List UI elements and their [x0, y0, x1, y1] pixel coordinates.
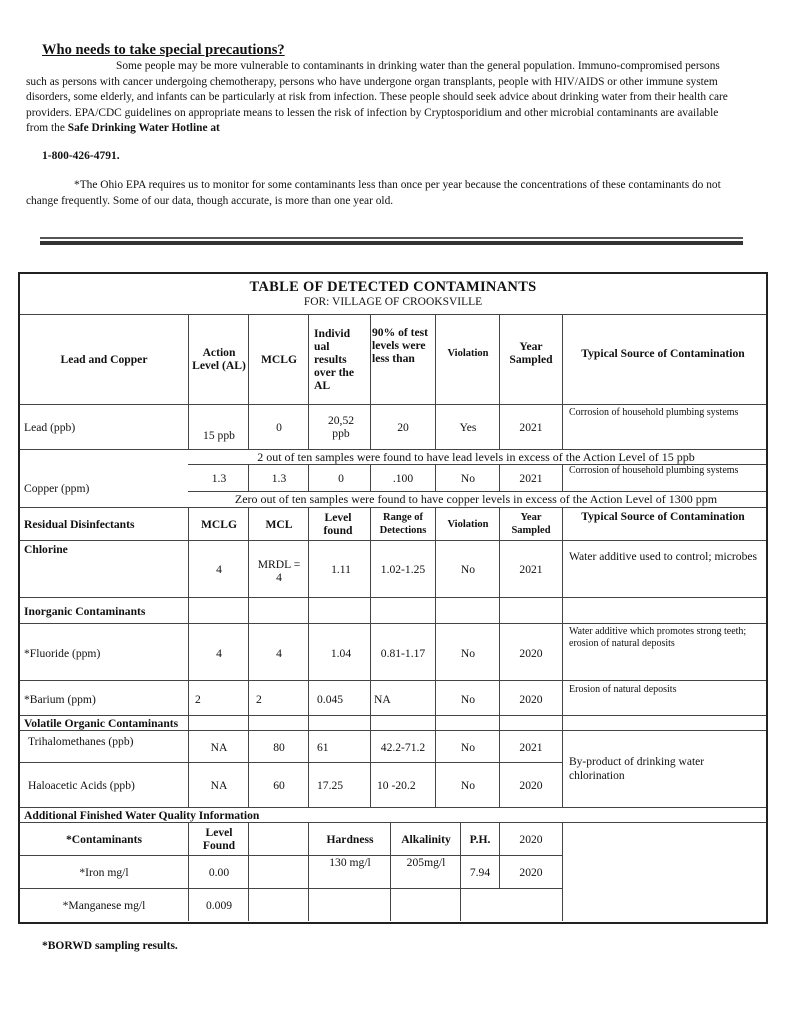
haa-range: 10 -20.2: [377, 778, 416, 792]
barium-mcl: 2: [256, 692, 262, 706]
table-rule: [499, 464, 500, 491]
footer-note: *BORWD sampling results.: [42, 940, 178, 952]
lead-violation: Yes: [459, 420, 477, 434]
iron-ph: 7.94: [469, 865, 491, 879]
iron-hardness: 130 mg/l: [329, 855, 371, 869]
thm-year: 2021: [519, 740, 543, 754]
precautions-body-text: Some people may be more vulnerable to contaminants in drinking water than the general population. Immuno-compromised persons such as persons with cancer undergoing chemotherapy, persons who have undergone organ transplants, people with HIV/AIDS or other immune system disorders, some elderly, and infants can be particularly at risk from infection. These people should seek advice about drinking water from their health care providers. EPA/CDC guidelines on appropriate means to lessen the risk of infection by Cryptosporidium and other microbial contaminants are available from the: [26, 60, 728, 135]
header-mclg: MCLG: [260, 352, 298, 366]
chlorine-mcl: MRDL = 4: [257, 558, 301, 584]
table-rule: [308, 314, 309, 449]
copper-source: Corrosion of household plumbing systems: [569, 465, 739, 476]
table-rule: [188, 314, 189, 449]
table-rule: [435, 314, 436, 449]
table-rule: [308, 507, 309, 807]
iron-name: *Iron mg/l: [79, 865, 129, 879]
lead-note: 2 out of ten samples were found to have lead levels in excess of the Action Level of 15 ppb: [257, 450, 695, 464]
iron-year: 2020: [519, 865, 543, 879]
table-rule: [308, 822, 309, 921]
barium-source: Erosion of natural deposits: [569, 684, 677, 695]
table-rule: [248, 314, 249, 449]
header-res-mcl: MCL: [265, 517, 293, 531]
thm-violation: No: [460, 740, 476, 754]
table-rule: [188, 822, 189, 921]
header-individual: Individ ual results over the AL: [314, 326, 355, 392]
lead-year: 2021: [519, 420, 543, 434]
haa-mcl: 60: [273, 778, 285, 792]
table-rule: [562, 822, 563, 921]
table-rule: [308, 464, 309, 491]
copper-individual: 0: [338, 471, 344, 485]
hotline-label: Safe Drinking Water Hotline at: [67, 122, 220, 135]
table-rule: [499, 507, 500, 807]
header-res-mclg: MCLG: [200, 517, 238, 531]
header-source: Typical Source of Contamination: [581, 346, 745, 360]
copper-note: Zero out of ten samples were found to have copper levels in excess of the Action Level of 1300 ppm: [234, 492, 718, 506]
epa-note: [26, 178, 742, 209]
add-header-hardness: Hardness: [326, 832, 374, 846]
thm-range: 42.2-71.2: [380, 740, 426, 754]
chlorine-mclg: 4: [216, 562, 222, 576]
table-rule: [562, 507, 563, 807]
manganese-level: 0.009: [205, 898, 233, 912]
section-divider: [40, 237, 743, 239]
fluoride-violation: No: [460, 646, 476, 660]
chlorine-year: 2021: [519, 562, 543, 576]
fluoride-name: *Fluoride (ppm): [24, 646, 101, 660]
haa-year: 2020: [519, 778, 543, 792]
barium-name: *Barium (ppm): [24, 692, 96, 706]
fluoride-level: 1.04: [330, 646, 352, 660]
table-rule: [562, 464, 563, 491]
voc-label: Volatile Organic Contaminants: [24, 717, 179, 730]
table-subtitle: FOR: VILLAGE OF CROOKSVILLE: [303, 296, 483, 308]
fluoride-range: 0.81-1.17: [380, 646, 426, 660]
copper-violation: No: [460, 471, 476, 485]
precautions-title: Who needs to take special precautions?: [42, 42, 285, 58]
lead-individual: 20,52 ppb: [327, 414, 355, 440]
chlorine-level: 1.11: [331, 562, 351, 576]
header-residual: Residual Disinfectants: [24, 517, 135, 531]
table-rule: [499, 314, 500, 449]
table-rule: [248, 464, 249, 491]
chlorine-name: Chlorine: [24, 542, 68, 556]
hotline-number: 1-800-426-4791.: [42, 150, 120, 162]
header-year-sampled: Year Sampled: [509, 340, 553, 366]
table-rule: [248, 822, 249, 921]
inorganic-label: Inorganic Contaminants: [24, 604, 146, 618]
header-res-source: Typical Source of Contamination: [581, 509, 745, 523]
header-violation: Violation: [447, 347, 489, 359]
lead-action-level: 15 ppb: [203, 428, 235, 442]
haa-level: 17.25: [317, 778, 344, 792]
header-ninety-percent: 90% of test levels were less than: [372, 325, 429, 365]
fluoride-year: 2020: [519, 646, 543, 660]
barium-violation: No: [460, 692, 476, 706]
voc-source: By-product of drinking water chlorination: [569, 756, 705, 782]
copper-year: 2021: [519, 471, 543, 485]
barium-range: NA: [374, 692, 391, 706]
precautions-paragraph: [26, 59, 742, 137]
iron-alkalinity: 205mg/l: [406, 855, 446, 869]
fluoride-source: Water additive which promotes strong teeth; erosion of natural deposits: [569, 626, 747, 649]
table-rule: [499, 822, 500, 888]
header-lead-copper: Lead and Copper: [60, 352, 148, 366]
add-header-ph: P.H.: [469, 832, 491, 846]
barium-level: 0.045: [317, 692, 344, 706]
add-header-level: Level Found: [202, 826, 236, 852]
table-rule: [435, 464, 436, 491]
copper-ninety: .100: [392, 471, 414, 485]
header-res-range: Range of Detections: [379, 512, 427, 536]
lead-source: Corrosion of household plumbing systems: [569, 407, 739, 418]
manganese-name: *Manganese mg/l: [62, 898, 146, 912]
thm-level: 61: [317, 740, 329, 754]
thm-name: Trihalomethanes (ppb): [28, 734, 134, 748]
iron-level: 0.00: [208, 865, 230, 879]
epa-note-text: *The Ohio EPA requires us to monitor for some contaminants less than once per year because the concentrations of these contaminants do not change frequently. Some of our data, though accurate, is more than one year old.: [26, 179, 721, 207]
fluoride-mclg: 4: [216, 646, 222, 660]
lead-name: Lead (ppb): [24, 420, 76, 434]
lead-mclg: 0: [276, 420, 282, 434]
add-header-alkalinity: Alkalinity: [401, 832, 451, 846]
header-res-year: Year Sampled: [511, 512, 551, 536]
section-divider-thick: [40, 241, 743, 245]
barium-mclg: 2: [195, 692, 201, 706]
additional-label: Additional Finished Water Quality Information: [24, 809, 260, 822]
copper-action-level: 1.3: [211, 471, 227, 485]
copper-name: Copper (ppm): [24, 481, 90, 495]
add-header-year: 2020: [519, 832, 543, 846]
haa-name: Haloacetic Acids (ppb): [28, 778, 135, 792]
chlorine-range: 1.02-1.25: [380, 562, 426, 576]
table-title: TABLE OF DETECTED CONTAMINANTS: [249, 279, 537, 295]
header-action-level: Action Level (AL): [192, 346, 246, 372]
thm-mclg: NA: [210, 740, 228, 754]
thm-mcl: 80: [273, 740, 285, 754]
haa-mclg: NA: [210, 778, 228, 792]
header-res-violation: Violation: [447, 518, 489, 530]
table-rule: [435, 507, 436, 807]
fluoride-mcl: 4: [276, 646, 282, 660]
add-header-contaminants: *Contaminants: [65, 832, 143, 846]
haa-violation: No: [460, 778, 476, 792]
table-rule: [188, 507, 189, 807]
barium-year: 2020: [519, 692, 543, 706]
header-res-level: Level found: [323, 511, 353, 537]
table-rule: [390, 822, 391, 921]
chlorine-source: Water additive used to control; microbes: [568, 549, 758, 563]
chlorine-violation: No: [460, 562, 476, 576]
table-rule: [248, 507, 249, 807]
copper-mclg: 1.3: [271, 471, 287, 485]
lead-ninety: 20: [397, 420, 409, 434]
